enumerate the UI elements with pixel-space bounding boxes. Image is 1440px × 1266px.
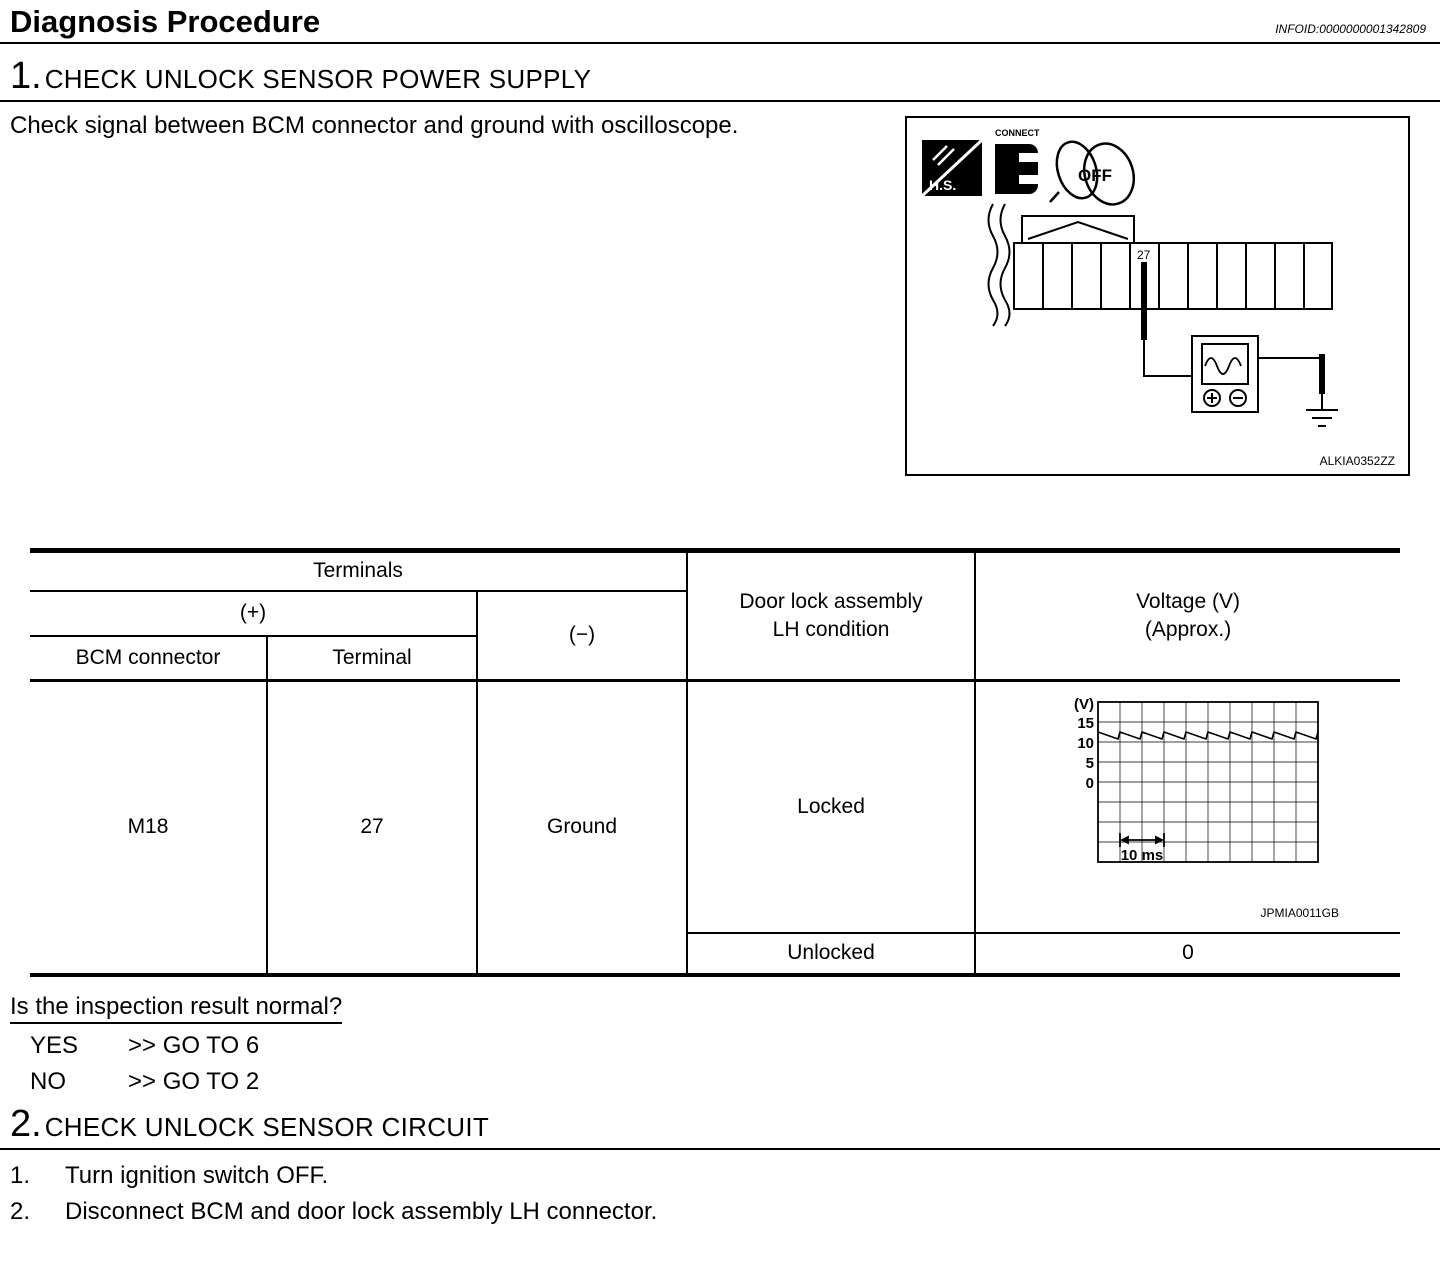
y-tick-10: 10 (1077, 735, 1095, 753)
step2-instructions (10, 1162, 1440, 1226)
list-item-text: Turn ignition switch OFF. (65, 1161, 329, 1189)
list-item-number: 1. (10, 1161, 31, 1189)
ground-icon (1258, 354, 1338, 426)
terminal-value: 27 (267, 681, 477, 975)
step1-intro-text: Check signal between BCM connector and ground with oscilloscope. (10, 112, 739, 139)
key-off-label: OFF (1078, 166, 1112, 185)
connect-icon (995, 128, 1040, 194)
waveform-figure (1033, 694, 1343, 921)
figure-code: ALKIA0352ZZ (1319, 454, 1395, 468)
condition-header-line1: Door lock assembly (739, 589, 923, 613)
answer-no-label: NO (30, 1067, 66, 1095)
answer-yes-action: >> GO TO 6 (128, 1031, 260, 1059)
voltage-header (975, 551, 1400, 681)
answer-no-action: >> GO TO 2 (128, 1067, 260, 1095)
time-scale-label: 10 ms (1120, 847, 1164, 865)
condition-unlocked-cell: Unlocked (687, 933, 975, 975)
answer-yes-row (30, 1032, 1440, 1060)
page-header (0, 0, 1440, 42)
connector-diagram (989, 204, 1333, 326)
terminal-header: Terminal (267, 636, 477, 681)
list-item-number: 2. (10, 1197, 31, 1225)
voltage-unlocked-cell: 0 (1182, 940, 1194, 964)
y-tick-5: 5 (1085, 755, 1095, 773)
waveform-code: JPMIA0011GB (1260, 905, 1340, 920)
voltage-header-line1: Voltage (V) (1136, 589, 1240, 613)
minus-header: (−) (477, 591, 687, 681)
waveform-chart (1038, 694, 1338, 894)
terminal-voltage-table (30, 548, 1400, 977)
pin-27-label: 27 (1137, 248, 1151, 262)
list-item (10, 1162, 1440, 1190)
condition-locked-cell: Locked (687, 681, 975, 933)
infoid-label: INFOID:0000000001342809 (1275, 22, 1426, 36)
step1-title: CHECK UNLOCK SENSOR POWER SUPPLY (44, 64, 592, 94)
step1-heading (0, 44, 1440, 100)
answer-yes-label: YES (30, 1031, 79, 1059)
inspection-question (10, 993, 1440, 1024)
bcm-connector-value: M18 (30, 681, 267, 975)
step1-number: 1. (10, 55, 42, 97)
inspection-question-text: Is the inspection result normal? (10, 993, 342, 1024)
answer-no-row (30, 1068, 1440, 1096)
step2-heading (0, 1096, 1440, 1148)
voltage-header-line2: (Approx.) (1144, 618, 1232, 641)
condition-header (687, 551, 975, 681)
page-title: Diagnosis Procedure (10, 4, 321, 39)
ground-value: Ground (477, 681, 687, 975)
bcm-connector-header: BCM connector (30, 636, 267, 681)
y-tick-15: 15 (1077, 715, 1095, 733)
condition-header-line2: LH condition (772, 618, 890, 641)
connect-label: CONNECT (995, 128, 1040, 138)
voltage-locked-cell (975, 681, 1400, 933)
step2-number: 2. (10, 1102, 42, 1145)
step2-title: CHECK UNLOCK SENSOR CIRCUIT (44, 1111, 490, 1142)
y-axis-unit: (V) (1074, 696, 1095, 714)
terminals-header: Terminals (30, 551, 687, 591)
oscilloscope-figure (905, 116, 1410, 476)
plus-header: (+) (30, 591, 477, 636)
figure-drawing (907, 118, 1408, 474)
list-item (10, 1198, 1440, 1226)
oscilloscope-icon (1144, 336, 1258, 412)
list-item-text: Disconnect BCM and door lock assembly LH connector. (65, 1197, 658, 1225)
hs-icon (922, 140, 982, 196)
step1-body (0, 102, 1440, 548)
hs-label: H.S. (929, 177, 957, 193)
divider (0, 1148, 1440, 1150)
y-tick-0: 0 (1085, 775, 1095, 793)
key-off-icon (1050, 137, 1141, 211)
